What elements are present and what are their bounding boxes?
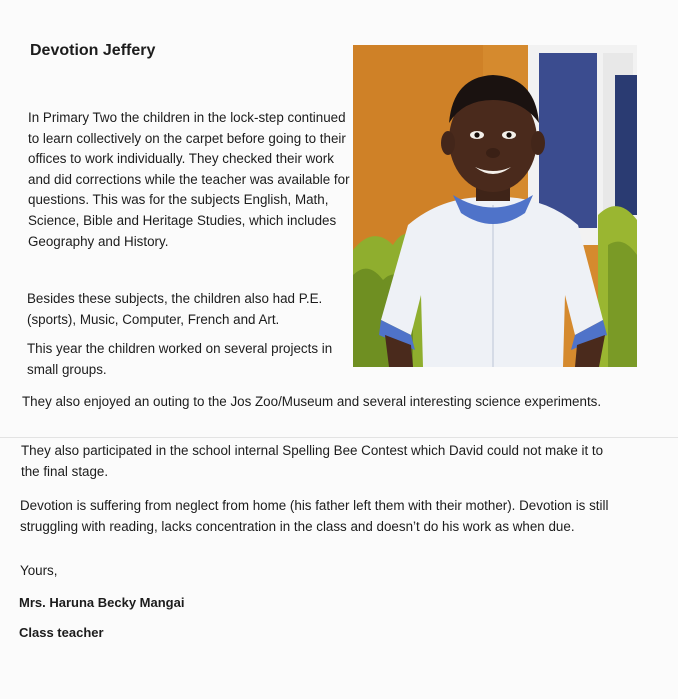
paragraph-spelling-bee: They also participated in the school internal Spelling Bee Contest which David could not make it to the final stage. <box>21 443 604 479</box>
paragraph-extra-subjects: Besides these subjects, the children also had P.E. (sports), Music, Computer, French and Art. <box>27 291 323 327</box>
paragraph-home-situation: Devotion is suffering from neglect from home (his father left them with their mother). Devotion is still struggling with reading, lacks concentration in the class and doesn’t do his work as when due. <box>20 498 609 534</box>
closing-salutation: Yours, <box>20 563 58 578</box>
paragraph-outing: They also enjoyed an outing to the Jos Zoo/Museum and several interesting science experiments. <box>22 394 602 409</box>
signer-name: Mrs. Haruna Becky Mangai <box>19 595 185 610</box>
paragraph-curriculum: In Primary Two the children in the lock-step continued to learn collectively on the carpet before going to their offices to work individually. They checked their work and did corrections while the teacher was available for questions. This was for the subjects English, Math, Science, Bible and Heritage Studies, which includes Geography and History. <box>28 110 350 249</box>
scan-artifact-line <box>0 437 678 438</box>
child-photo-illustration <box>353 45 637 367</box>
child-photo <box>353 45 637 367</box>
letter-title: Devotion Jeffery <box>30 42 156 59</box>
signer-role: Class teacher <box>19 625 104 640</box>
paragraph-projects: This year the children worked on several projects in small groups. <box>27 341 333 377</box>
